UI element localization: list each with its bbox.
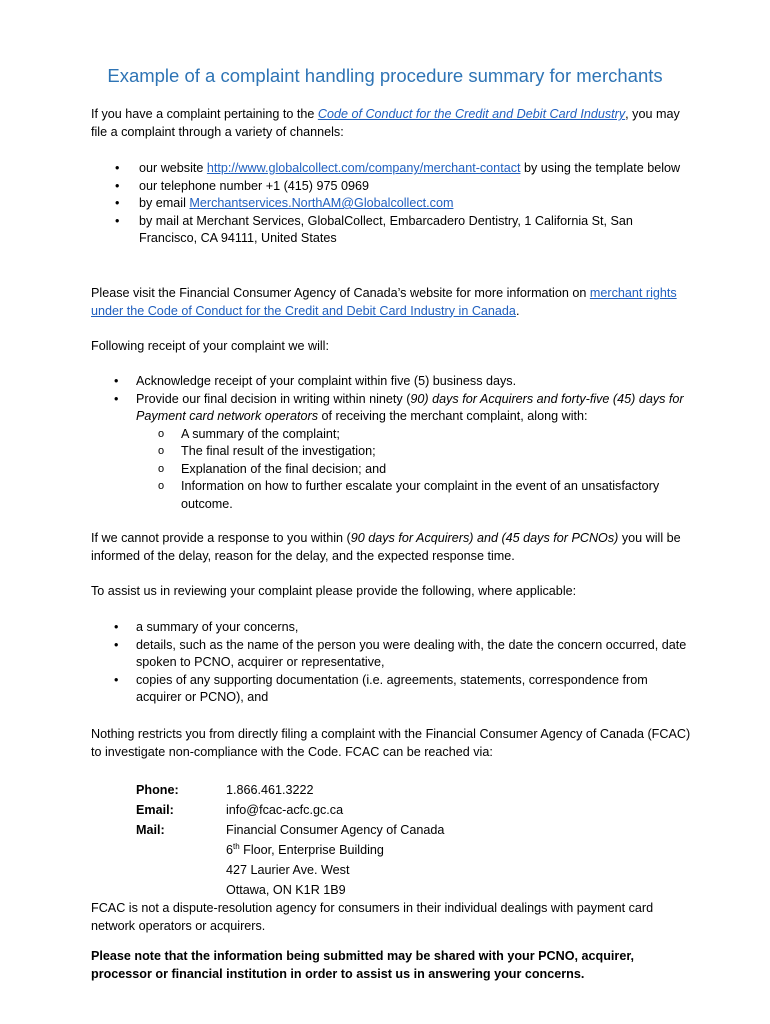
sub-list [136,426,691,514]
email-label: by email [139,196,190,210]
list-item: • details, such as the name of the person you were dealing with, the date the concern occurred, date spoken to PCNO, acquirer or representative, [91,637,691,672]
sub-list-item: o The final result of the investigation; [136,443,691,461]
list-item: • a summary of your concerns, [91,619,691,637]
delay-timeframe: 90 days for Acquirers) and (45 days for PCNOs) [350,531,619,545]
intro-paragraph [91,106,691,141]
intro-text-end: , you may file a complaint through a variety of channels: [91,107,680,139]
final-decision-text: Provide our final decision in writing within ninety ( [136,391,411,406]
channel-list [91,160,691,248]
website-label: our website [139,161,207,175]
phone-label: Phone: [136,783,179,797]
website-suffix: by using the template below [520,161,681,175]
sub-list-item: o A summary of the complaint; [136,426,691,444]
list-item: • copies of any supporting documentation (i.e. agreements, statements, correspondence from acquirer or PCNO), and [91,672,691,707]
following-paragraph: Following receipt of your complaint we will: [91,339,329,353]
page-title: Example of a complaint handling procedure summary for merchants [107,65,663,86]
fcac-note-paragraph: FCAC is not a dispute-resolution agency for consumers in their individual dealings with payment card network operators or acquirers. [91,901,654,933]
visit-paragraph [91,285,691,320]
sub-list-item: o Explanation of the final decision; and [136,461,691,479]
floor-number: 6 [226,843,234,857]
delay-text: If we cannot provide a response to you within ( [91,531,351,545]
floor-building: Floor, Enterprise Building [239,843,384,857]
list-item: • our telephone number +1 (415) 975 0969 [91,178,691,196]
list-item: • by mail at Merchant Services, GlobalCollect, Embarcadero Dentistry, 1 California St, San Francisco, CA 94111, United States [91,213,691,248]
assist-paragraph: To assist us in reviewing your complaint please provide the following, where applicable: [91,584,577,598]
sub-list-item: o Information on how to further escalate your complaint in the event of an unsatisfactory outcome. [136,478,691,513]
phone-value: 1.866.461.3222 [226,783,314,797]
mail-value-line: Ottawa, ON K1R 1B9 [226,883,346,897]
mail-value-line [226,840,536,860]
floor-suffix: th [233,841,240,851]
email-link[interactable]: Merchantservices.NorthAM@Globalcollect.com [189,196,454,210]
nothing-restricts-paragraph: Nothing restricts you from directly filing a complaint with the Financial Consumer Agency of Canada (FCAC) to investigate non-compliance with the Code. FCAC can be reached via: [91,727,691,759]
visit-text-end: . [515,303,520,318]
delay-text-end: you will be informed of the delay, reason for the delay, and the expected response time. [91,531,681,563]
visit-text: Please visit the Financial Consumer Agency of Canada’s website for more information on [91,286,590,300]
mail-value-line: Financial Consumer Agency of Canada [226,823,445,837]
final-decision-text-end: of receiving the merchant complaint, along with: [318,409,588,423]
final-decision-timeframe: 90) days for Acquirers and forty-five (45) days for Payment card network operators [136,391,684,423]
list-item [91,195,691,213]
list-item [91,391,691,514]
delay-paragraph [91,530,691,565]
commitments-list [91,373,691,513]
merchant-rights-link[interactable]: merchant rights under the Code of Conduct for the Credit and Debit Card Industry in Canada [91,286,677,318]
email-label: Email: [136,803,174,817]
list-item [91,160,691,178]
intro-text: If you have a complaint pertaining to the [91,107,318,121]
list-item: • Acknowledge receipt of your complaint within five (5) business days. [91,373,691,391]
mail-value-line: 427 Laurier Ave. West [226,863,350,877]
email-value: info@fcac-acfc.gc.ca [226,803,344,817]
mail-label: Mail: [136,823,165,837]
final-note-paragraph: Please note that the information being submitted may be shared with your PCNO, acquirer, processor or financial institution in order to assist us in answering your concerns. [91,949,635,981]
fcac-contact-table [136,780,536,900]
website-link[interactable]: http://www.globalcollect.com/company/merchant-contact [206,161,521,175]
code-of-conduct-link[interactable]: Code of Conduct for the Credit and Debit Card Industry [317,107,626,121]
provide-list [91,619,691,707]
